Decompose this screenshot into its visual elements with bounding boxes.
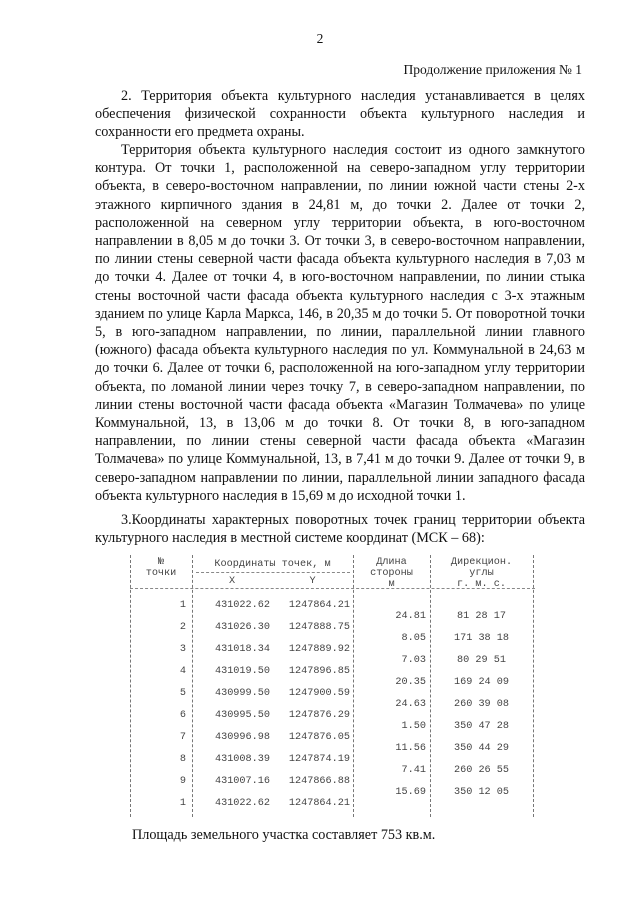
point-x: 431018.34 [214, 644, 270, 655]
point-y: 1247900.59 [288, 688, 350, 699]
point-number: 1 [179, 600, 186, 611]
side-length: 11.56 [395, 743, 426, 754]
continuation-label: Продолжение приложения № 1 [403, 62, 582, 77]
side-direction: 350 12 05 [453, 787, 510, 798]
header-direction-2: углы [469, 568, 494, 579]
side-direction: 350 47 28 [453, 721, 510, 732]
header-x: X [228, 576, 236, 587]
side-length: 24.63 [395, 699, 426, 710]
point-y: 1247888.75 [288, 622, 350, 633]
side-length: 1.50 [401, 721, 426, 732]
point-x: 431019.50 [214, 666, 270, 677]
point-y: 1247876.29 [288, 710, 350, 721]
point-number: 1 [179, 798, 186, 809]
side-direction: 171 38 18 [453, 633, 510, 644]
header-length-3: м [388, 579, 395, 590]
paragraph-coordinates-intro: 3.Координаты характерных поворотных точек границ территории объекта культурного наследия в местной системе координат (МСК – 68): [95, 512, 585, 547]
side-direction: 350 44 29 [453, 743, 510, 754]
point-number: 9 [179, 776, 186, 787]
point-x: 431007.16 [214, 776, 270, 787]
point-y: 1247864.21 [288, 798, 350, 809]
point-x: 430995.50 [214, 710, 270, 721]
side-direction: 260 26 55 [453, 765, 510, 776]
point-y: 1247874.19 [288, 754, 350, 765]
point-x: 431026.30 [214, 622, 270, 633]
header-length-2: стороны [370, 568, 413, 579]
point-x: 431022.62 [214, 798, 270, 809]
header-num-2: точки [145, 568, 177, 579]
header-rule-coords [196, 572, 350, 573]
header-y: Y [309, 576, 316, 587]
header-coords: Координаты точек, м [214, 559, 331, 570]
side-length: 24.81 [395, 611, 426, 622]
point-y: 1247876.05 [288, 732, 350, 743]
point-number: 5 [179, 688, 186, 699]
point-number: 7 [179, 732, 186, 743]
point-number: 4 [179, 666, 186, 677]
point-number: 2 [179, 622, 186, 633]
point-y: 1247864.21 [288, 600, 350, 611]
header-length-1: Длина [376, 557, 407, 568]
table-divider [533, 555, 534, 817]
point-x: 431022.62 [214, 600, 270, 611]
paragraph-boundary-description: Территория объекта культурного наследия состоит из одного замкнутого контура. От точки 1, расположенной на северо-западном углу территории объекта, в северо-восточном направлении, по линии южной части стены 2-х этажного кирпичного здания в 24,81 м, до точки 2. Далее от точки 2, расположенной на северном углу территории объекта, в юго-восточном направлении в 8,05 м до точки 3. От точки 3, в северо-восточном направлении, по линии стены северной части фасада объекта культурного наследия в 7,03 м до точки 4. Далее от точки 4, в юго-восточном направлении, по линии стыка стены восточной части фасада объекта культурного наследия с 3-х этажным зданием по улице Карла Маркса, 146, в 20,35 м до точки 5. От поворотной точки 5, в юго-западном направлении, по линии, параллельной линии главного (южного) фасада объекта культурного наследия по ул. Коммунальной в 24,63 м до точки 6. Далее от точки 6, расположенной на юго-западном углу территории объекта, по ломаной линии через точку 7, в северо-западном направлении, по линии стены восточной части фасада объекта «Магазин Толмачева» по улице Коммунальной, 13, в 13,06 м до точки 8. От точки 8, в юго-западном направлении, по линии стены северной части фасада объекта «Магазин Толмачева» по улице Коммунальной, 13, в 7,41 м до точки 9. Далее от точки 9, в северо-западном направлении по линии, параллельной линии западного фасада объекта культурного наследия в 15,69 м до исходной точки 1. [95, 142, 585, 504]
point-y: 1247896.85 [288, 666, 350, 677]
land-area-statement: Площадь земельного участка составляет 753 кв.м. [132, 827, 436, 843]
side-length: 8.05 [401, 633, 426, 644]
page-number: 2 [316, 31, 324, 46]
point-y: 1247889.92 [288, 644, 350, 655]
side-length: 7.41 [401, 765, 426, 776]
side-direction: 81 28 17 [457, 611, 506, 622]
point-number: 6 [179, 710, 186, 721]
point-y: 1247866.88 [288, 776, 350, 787]
side-length: 15.69 [395, 787, 426, 798]
point-x: 431008.39 [214, 754, 270, 765]
point-x: 430999.50 [214, 688, 270, 699]
paragraph-territory-purpose: 2. Территория объекта культурного наследия устанавливается в целях обеспечения физической сохранности объекта культурного наследия и сохранности его предмета охраны. [95, 88, 585, 141]
header-direction-1: Дирекцион. [450, 557, 513, 568]
header-direction-3: г. м. с. [457, 579, 506, 590]
side-direction: 260 39 08 [453, 699, 510, 710]
point-x: 430996.98 [214, 732, 270, 743]
side-direction: 80 29 51 [457, 655, 506, 666]
coordinates-table [130, 553, 600, 818]
point-number: 3 [179, 644, 186, 655]
point-number: 8 [179, 754, 186, 765]
side-length: 7.03 [401, 655, 426, 666]
side-direction: 169 24 09 [453, 677, 510, 688]
header-num-1: № [157, 557, 165, 568]
side-length: 20.35 [395, 677, 426, 688]
